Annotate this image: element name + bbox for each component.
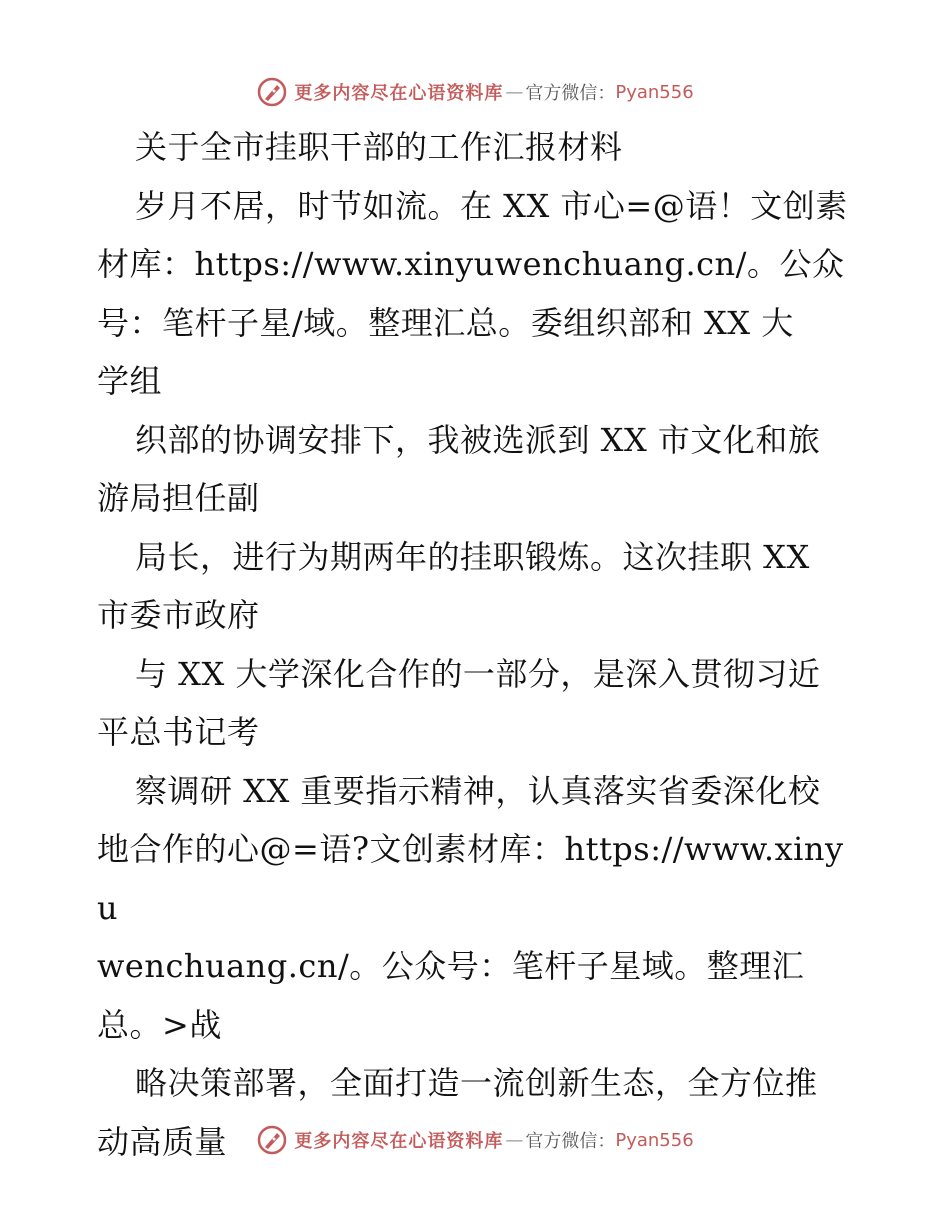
text-line: 市委市政府 bbox=[97, 596, 260, 634]
banner-site-text: 更多内容尽在心语资料库 bbox=[294, 83, 504, 104]
text-line: 地合作的心@=语?文创素材库：https://www.xinyu bbox=[97, 830, 844, 927]
text-line: 动高质量 bbox=[97, 1122, 228, 1161]
document-title: 关于全市挂职干部的工作汇报材料 bbox=[135, 128, 623, 166]
banner-site-text: 更多内容尽在心语资料库 bbox=[294, 1131, 504, 1152]
footer-watermark-banner bbox=[0, 1120, 950, 1160]
text-line: 号：笔杆子星/域。整理汇总。委组织部和 XX 大 bbox=[97, 303, 794, 342]
banner-dash: — bbox=[505, 1129, 524, 1151]
text-line: 学组 bbox=[97, 362, 163, 400]
text-line: wenchuang.cn/。公众号：笔杆子星域。整理汇 bbox=[97, 947, 805, 985]
text-line: 岁月不居，时节如流。在 XX 市心=@语！文创素 bbox=[135, 186, 848, 225]
text-line: 平总书记考 bbox=[97, 713, 260, 751]
text-line: 游局担任副 bbox=[97, 479, 260, 517]
pen-nib-logo-icon bbox=[256, 1124, 288, 1156]
banner-wechat-id: Pyan556 bbox=[615, 1129, 694, 1151]
text-line: 察调研 XX 重要指示精神，认真落实省委深化校 bbox=[135, 771, 821, 810]
text-line: 略决策部署，全面打造一流创新生态，全方位推 bbox=[135, 1064, 818, 1102]
document-body bbox=[97, 118, 857, 1171]
banner-dash: — bbox=[505, 81, 524, 103]
text-line: 材库：https://www.xinyuwenchuang.cn/。公众 bbox=[97, 245, 845, 283]
banner-official-label: 官方微信： bbox=[525, 1131, 616, 1152]
text-line: 总。>战 bbox=[97, 1005, 222, 1044]
text-line: 与 XX 大学深化合作的一部分，是深入贯彻习近 bbox=[135, 654, 821, 693]
banner-official-label: 官方微信： bbox=[525, 83, 616, 104]
header-watermark-banner bbox=[0, 72, 950, 112]
banner-wechat-id: Pyan556 bbox=[615, 81, 694, 103]
text-line: 织部的协调安排下，我被选派到 XX 市文化和旅 bbox=[135, 420, 821, 459]
pen-nib-logo-icon bbox=[256, 76, 288, 108]
text-line: 局长，进行为期两年的挂职锻炼。这次挂职 XX bbox=[135, 537, 810, 576]
